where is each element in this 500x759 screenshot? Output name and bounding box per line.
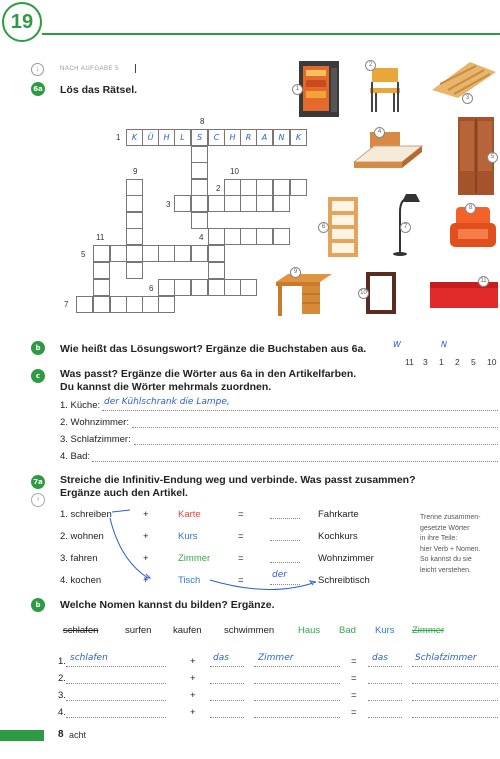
crossword-number-6: 6	[149, 284, 154, 293]
build-verb-line[interactable]	[66, 683, 166, 684]
badge-c: c	[31, 369, 45, 383]
build-plus: +	[190, 656, 196, 667]
tip-line: Trenne zusammen-	[420, 514, 481, 521]
solution-letter-2[interactable]: N	[441, 340, 447, 349]
badge-b-nouns: b	[31, 598, 45, 612]
build-row-number: 2.	[58, 673, 66, 684]
build-noun-answer[interactable]: Zimmer	[258, 653, 294, 663]
wordbank-word: Kurs	[375, 625, 395, 636]
noun-tisch: Tisch	[178, 575, 201, 586]
build-result-line[interactable]	[412, 700, 498, 701]
equals-4: =	[238, 575, 244, 586]
task-c-instruction-1: Was passt? Ergänze die Wörter aus 6a in den Artikelfarben.	[60, 368, 357, 380]
solution-number: 1	[439, 357, 444, 367]
build-row-number: 1.	[58, 656, 66, 667]
room-answer-1[interactable]: der Kühlschrank die Lampe,	[104, 397, 230, 407]
build-article-1-line[interactable]	[210, 683, 244, 684]
crossword-cell-1-7[interactable]: H	[224, 129, 241, 146]
task-7a-instruction-2: Ergänze auch den Artikel.	[60, 487, 188, 499]
build-noun-line[interactable]	[254, 666, 340, 667]
crossword-cell-1-3[interactable]: H	[158, 129, 175, 146]
badge-7a: 7a	[31, 475, 45, 489]
build-article-1-line[interactable]	[210, 700, 244, 701]
picture-number-5: 5	[487, 152, 498, 163]
task-7a-instruction-1: Streiche die Infinitiv-Endung weg und verbinde. Was passt zusammen?	[60, 474, 416, 486]
build-verb-line[interactable]	[66, 717, 166, 718]
crossword-number-3: 3	[166, 200, 171, 209]
room-label-4: 4. Bad:	[60, 451, 91, 462]
compound-2: Kochkurs	[318, 531, 358, 542]
verb-4: 4. kochen	[60, 575, 102, 586]
tip-box	[420, 513, 481, 576]
plus-2: +	[143, 531, 149, 542]
crossword-number-9: 9	[133, 167, 138, 176]
wordbank-word: kaufen	[173, 625, 202, 636]
wordbank-word: Bad	[339, 625, 356, 636]
room-label-1: 1. Küche:	[60, 400, 101, 411]
picture-number-4: 4	[374, 127, 385, 138]
verb-2: 2. wohnen	[60, 531, 104, 542]
build-equals: =	[351, 673, 357, 684]
picture-number-7: 7	[400, 222, 411, 233]
crossword-cell-1-6[interactable]: C	[208, 129, 225, 146]
build-plus: +	[190, 707, 196, 718]
picture-number-9: 9	[290, 267, 301, 278]
equals-3: =	[238, 553, 244, 564]
noun-karte: Karte	[178, 509, 201, 520]
crossword-number-4: 4	[199, 233, 204, 242]
build-result-line[interactable]	[412, 717, 498, 718]
solution-number: 3	[423, 357, 428, 367]
build-article-2-line[interactable]	[368, 666, 402, 667]
tip-line: gesetzte Wörter	[420, 524, 470, 532]
wordbank-word: Haus	[298, 625, 321, 636]
build-equals: =	[351, 656, 357, 667]
picture-number-11: 11	[478, 276, 489, 287]
noun-kurs: Kurs	[178, 531, 198, 542]
crossword-cell-1-5[interactable]: S	[191, 129, 208, 146]
build-article-2-line[interactable]	[368, 683, 402, 684]
wordbank-word: schlafen	[63, 625, 99, 636]
wordbank-word: schwimmen	[224, 625, 275, 636]
crossword-number-8: 8	[200, 117, 205, 126]
build-noun-line[interactable]	[254, 700, 340, 701]
equals-1: =	[238, 509, 244, 520]
article-answer-4[interactable]: der	[272, 570, 287, 580]
build-equals: =	[351, 707, 357, 718]
build-verb-line[interactable]	[66, 666, 166, 667]
picture-number-1: 1	[292, 84, 303, 95]
build-noun-line[interactable]	[254, 683, 340, 684]
footer-page-number: 8	[58, 729, 64, 740]
picture-number-3: 3	[462, 93, 473, 104]
download-icon: ↓	[31, 63, 44, 76]
build-result-answer[interactable]: Schlafzimmer	[415, 653, 477, 663]
build-article-1-answer[interactable]: das	[213, 653, 229, 663]
crossword-number-7: 7	[64, 300, 69, 309]
crossword-cell-1-10[interactable]: N	[273, 129, 290, 146]
picture-number-8: 8	[465, 203, 476, 214]
plus-1: +	[143, 509, 149, 520]
build-verb-line[interactable]	[66, 700, 166, 701]
page-number: 19	[10, 11, 34, 33]
plus-3: +	[143, 553, 149, 564]
picture-number-6: 6	[318, 222, 329, 233]
picture-number-2: 2	[365, 60, 376, 71]
noun-zimmer: Zimmer	[178, 553, 211, 564]
tip-line: hier Verb + Nomen.	[420, 545, 481, 553]
build-article-1-line[interactable]	[210, 666, 244, 667]
task-c-instruction-2: Du kannst die Wörter mehrmals zuordnen.	[60, 381, 272, 393]
crossword-number-2: 2	[216, 184, 221, 193]
build-noun-line[interactable]	[254, 717, 340, 718]
footer-green-tab	[0, 730, 44, 741]
crossword-cell-1-9[interactable]: A	[256, 129, 273, 146]
solution-letter-1[interactable]: W	[393, 340, 401, 349]
crossword-number-10: 10	[230, 167, 239, 176]
build-result-line[interactable]	[412, 666, 498, 667]
build-article-2-answer[interactable]: das	[372, 653, 388, 663]
header-note: NACH AUFGABE 5	[60, 66, 120, 72]
verb-3: 3. fahren	[60, 553, 98, 564]
crossword-cell-1-8[interactable]: R	[240, 129, 257, 146]
crossword-number-1: 1	[116, 133, 121, 142]
solution-number: 11	[405, 357, 414, 367]
compound-1: Fahrkarte	[318, 509, 359, 520]
task-6a-instruction: Lös das Rätsel.	[60, 84, 138, 96]
crossword-cell-1-11[interactable]: K	[290, 129, 307, 146]
build-plus: +	[190, 690, 196, 701]
build-verb-answer[interactable]: schlafen	[70, 653, 108, 663]
task-b-solution-instruction: Wie heißt das Lösungswort? Ergänze die Buchstaben aus 6a.	[60, 343, 367, 355]
crossword-cell-1-1[interactable]: K	[126, 129, 143, 146]
crossword-cell-1-4[interactable]: L	[174, 129, 191, 146]
solution-number: 5	[471, 357, 476, 367]
tip-line: So kannst du sie	[420, 556, 472, 563]
footer-page-word: acht	[69, 730, 87, 740]
tip-line: leicht verstehen.	[420, 566, 471, 574]
room-label-2: 2. Wohnzimmer:	[60, 417, 129, 428]
build-article-2-line[interactable]	[368, 700, 402, 701]
badge-b-solution: b	[31, 341, 45, 355]
crossword-number-11: 11	[96, 233, 105, 242]
build-row-number: 4.	[58, 707, 66, 718]
compound-4: Schreibtisch	[318, 575, 370, 586]
picture-number-10: 10	[358, 288, 369, 299]
crossword-cell-1-2[interactable]: Ü	[142, 129, 159, 146]
build-article-2-line[interactable]	[368, 717, 402, 718]
info-icon: i	[31, 493, 45, 507]
room-label-3: 3. Schlafzimmer:	[60, 434, 131, 445]
equals-2: =	[238, 531, 244, 542]
crossword-number-5: 5	[81, 250, 86, 259]
solution-number: 10	[487, 357, 497, 367]
wordbank-word: Zimmer	[412, 625, 445, 636]
solution-number: 2	[455, 357, 460, 367]
tip-line: in ihre Teile:	[420, 535, 458, 542]
build-result-line[interactable]	[412, 683, 498, 684]
verb-1: 1. schreiben	[60, 509, 112, 520]
build-article-1-line[interactable]	[210, 717, 244, 718]
wordbank-word: surfen	[125, 625, 152, 636]
compound-3: Wohnzimmer	[318, 553, 374, 564]
build-row-number: 3.	[58, 690, 66, 701]
task-b-nouns-instruction: Welche Nomen kannst du bilden? Ergänze.	[60, 599, 275, 611]
plus-4: +	[143, 575, 149, 586]
badge-6a: 6a	[31, 82, 45, 96]
build-plus: +	[190, 673, 196, 684]
build-equals: =	[351, 690, 357, 701]
